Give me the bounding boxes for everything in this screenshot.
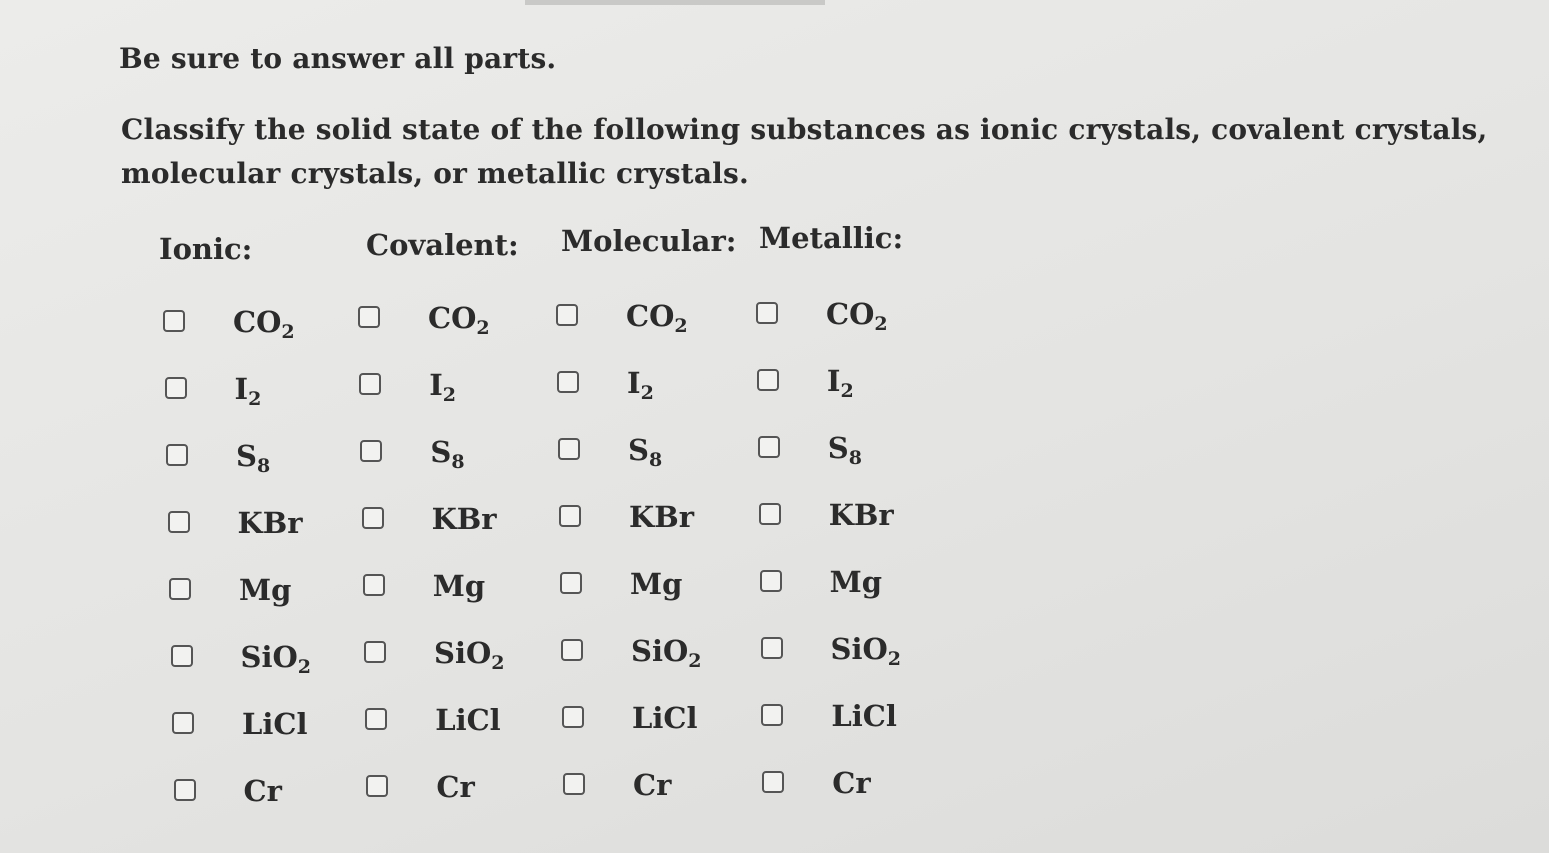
formula-label [831,699,897,733]
option-covalent-mg[interactable] [363,565,523,605]
formula-label [633,768,671,802]
formula-label [434,636,504,674]
checkbox-molecular-sio2[interactable] [561,639,583,661]
option-metallic-kbr[interactable] [759,494,919,534]
checkbox-covalent-co2[interactable] [358,306,380,328]
formula-label [244,774,282,808]
formula-subscript: 2 [874,313,888,335]
checkbox-ionic-co2[interactable] [163,310,185,332]
formula-base: SiO [631,634,689,668]
checkbox-covalent-sio2[interactable] [364,641,386,663]
formula-base: LiCl [831,699,897,733]
checkbox-covalent-s8[interactable] [360,440,382,462]
formula-base: SiO [240,640,298,674]
checkbox-molecular-kbr[interactable] [559,505,581,527]
option-covalent-sio2[interactable] [364,632,524,672]
option-molecular-sio2[interactable] [561,630,721,670]
formula-label [629,500,694,534]
checkbox-metallic-licl[interactable] [761,704,783,726]
formula-base: Cr [243,774,282,808]
option-ionic-i2[interactable] [165,368,325,408]
option-metallic-sio2[interactable] [761,628,921,668]
checkbox-molecular-s8[interactable] [558,438,580,460]
checkbox-ionic-licl[interactable] [172,712,194,734]
option-ionic-kbr[interactable] [168,502,328,542]
formula-base: I [627,366,641,400]
formula-base: CO [428,301,477,335]
formula-label [233,305,295,343]
formula-subscript: 2 [640,382,654,404]
formula-base: Mg [432,569,486,603]
formula-subscript: 2 [840,380,854,402]
formula-subscript: 2 [248,388,262,410]
column-header-ionic: Ionic: [159,232,253,266]
option-molecular-licl[interactable] [562,697,722,737]
option-covalent-licl[interactable] [365,699,525,739]
formula-label [432,502,497,536]
checkbox-metallic-cr[interactable] [762,771,784,793]
option-covalent-cr[interactable] [366,766,526,806]
checkbox-covalent-kbr[interactable] [362,507,384,529]
formula-subscript: 2 [297,656,311,678]
option-molecular-cr[interactable] [563,764,723,804]
checkbox-molecular-i2[interactable] [557,371,579,393]
checkbox-molecular-cr[interactable] [563,773,585,795]
top-edge-bar [525,0,825,5]
formula-label [429,368,456,406]
formula-label [433,569,485,603]
formula-label [238,506,303,540]
checkbox-covalent-i2[interactable] [359,373,381,395]
formula-subscript: 2 [281,321,295,343]
option-ionic-sio2[interactable] [171,636,331,676]
formula-subscript: 2 [442,384,456,406]
checkbox-molecular-mg[interactable] [560,572,582,594]
formula-base: Mg [829,565,882,599]
formula-subscript: 8 [256,455,271,477]
option-ionic-mg[interactable] [169,569,329,609]
formula-base: CO [233,305,282,339]
checkbox-ionic-sio2[interactable] [171,645,193,667]
option-metallic-co2[interactable] [756,293,916,333]
checkbox-metallic-sio2[interactable] [761,637,783,659]
formula-label [242,707,308,741]
column-header-covalent: Covalent: [366,228,519,262]
formula-base: LiCl [242,707,308,741]
formula-label [428,301,490,339]
formula-label [436,770,474,804]
option-metallic-licl[interactable] [761,695,921,735]
checkbox-molecular-co2[interactable] [556,304,578,326]
checkbox-metallic-mg[interactable] [760,570,782,592]
checkbox-ionic-kbr[interactable] [168,511,190,533]
formula-subscript: 2 [688,650,702,672]
formula-subscript: 2 [887,648,901,670]
formula-label [830,565,882,599]
formula-label [832,766,870,800]
formula-label [831,632,901,670]
option-metallic-mg[interactable] [760,561,920,601]
option-covalent-co2[interactable] [358,297,518,337]
column-header-metallic: Metallic: [759,221,904,255]
formula-base: KBr [431,502,497,536]
formula-base: Mg [630,567,683,601]
option-covalent-i2[interactable] [359,364,519,404]
formula-label [632,701,698,735]
formula-label [627,366,654,404]
formula-label [828,431,862,469]
formula-label [626,299,688,337]
option-ionic-co2[interactable] [163,301,323,341]
formula-label [241,640,311,678]
checkbox-ionic-i2[interactable] [165,377,187,399]
checkbox-ionic-mg[interactable] [169,578,191,600]
formula-base: CO [626,299,675,333]
checkbox-covalent-mg[interactable] [363,574,385,596]
option-ionic-cr[interactable] [174,770,334,810]
formula-subscript: 2 [476,317,490,339]
formula-label [628,433,662,471]
formula-base: KBr [237,506,303,540]
formula-base: Mg [239,573,292,607]
checkbox-covalent-licl[interactable] [365,708,387,730]
formula-base: Cr [436,770,475,804]
formula-label [829,498,894,532]
formula-base: Cr [633,768,672,802]
formula-base: CO [826,297,875,331]
formula-base: SiO [830,632,888,666]
option-molecular-mg[interactable] [560,563,720,603]
formula-subscript: 8 [451,451,465,473]
option-ionic-licl[interactable] [172,703,332,743]
formula-base: S [236,439,257,473]
option-molecular-i2[interactable] [557,362,717,402]
formula-base: KBr [828,498,894,532]
checkbox-metallic-s8[interactable] [758,436,780,458]
formula-base: I [826,364,841,398]
formula-base: Cr [832,766,871,800]
formula-label [236,439,270,477]
instruction-text: Be sure to answer all parts. [119,42,557,75]
option-molecular-kbr[interactable] [559,496,719,536]
formula-base: SiO [434,636,492,670]
formula-subscript: 2 [491,652,505,674]
formula-base: S [430,435,452,469]
formula-base: LiCl [435,703,501,737]
formula-base: S [827,431,849,465]
formula-label [435,703,501,737]
checkbox-ionic-s8[interactable] [166,444,188,466]
option-covalent-s8[interactable] [360,431,520,471]
formula-label [827,364,854,402]
formula-base: LiCl [632,701,698,735]
formula-label [235,372,262,410]
formula-subscript: 8 [648,449,663,471]
option-molecular-co2[interactable] [556,295,716,335]
checkbox-covalent-cr[interactable] [366,775,388,797]
formula-label [826,297,888,335]
checkbox-metallic-co2[interactable] [756,302,778,324]
formula-label [630,567,682,601]
column-header-molecular: Molecular: [561,224,737,258]
formula-subscript: 8 [848,447,862,469]
option-metallic-i2[interactable] [757,360,917,400]
formula-subscript: 2 [674,315,688,337]
option-molecular-s8[interactable] [558,429,718,469]
formula-base: I [429,368,443,402]
checkbox-metallic-i2[interactable] [757,369,779,391]
formula-base: I [234,372,249,406]
option-covalent-kbr[interactable] [362,498,522,538]
formula-label [631,634,701,672]
option-metallic-cr[interactable] [762,762,922,802]
option-metallic-s8[interactable] [758,427,918,467]
checkbox-ionic-cr[interactable] [174,779,196,801]
question-text: Classify the solid state of the following substances as ionic crystals, covalent crystals, molecular crystals, or metallic crystals. [121,113,1488,190]
option-ionic-s8[interactable] [166,435,326,475]
formula-base: KBr [629,500,694,534]
checkbox-molecular-licl[interactable] [562,706,584,728]
checkbox-metallic-kbr[interactable] [759,503,781,525]
formula-base: S [628,433,649,467]
formula-label [239,573,291,607]
formula-label [430,435,464,473]
